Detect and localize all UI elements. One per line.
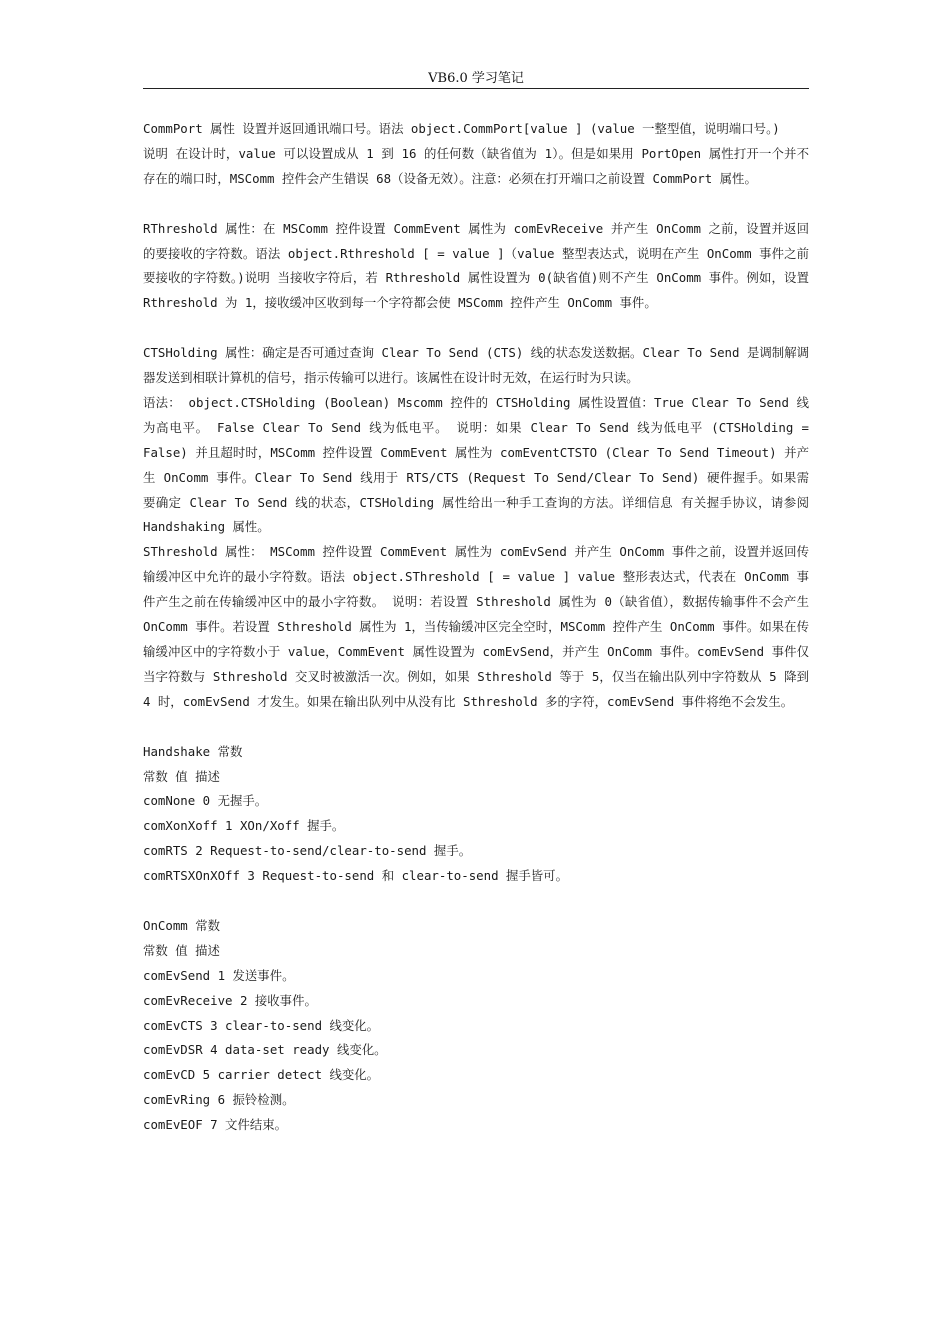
rthreshold-paragraph: RThreshold 属性：在 MSComm 控件设置 CommEvent 属性为 comEvReceive 并产生 OnComm 之前，设置并返回的要接收的字符数。语法 object.Rthreshold [ = value ]（value 整型表达式，说明在产生 OnComm 事件之前要接收的字符数。)说明 当接收字符后，若 Rthreshold 属性设置为 0(缺省值)则不产生 OnComm 事件。例如，设置 Rthreshold 为 1，接收缓冲区收到每一个字符都会使 MSComm 控件产生 OnComm 事件。 [143, 220, 809, 311]
handshake-table-header: 常数 值 描述 [143, 768, 220, 784]
ctsholding-paragraph-1: CTSHolding 属性：确定是否可通过查询 Clear To Send (CTS) 线的状态发送数据。Clear To Send 是调制解调器发送到相联计算机的信号，指示传输可以进行。该属性在设计时无效，在运行时为只读。 [143, 345, 809, 386]
handshake-row: comXonXoff 1 XOn/Xoff 握手。 [143, 818, 345, 834]
oncomm-row: comEvEOF 7 文件结束。 [143, 1117, 288, 1133]
commport-paragraph-2: 说明 在设计时，value 可以设置成从 1 到 16 的任何数（缺省值为 1）。但是如果用 PortOpen 属性打开一个并不存在的端口时，MSComm 控件会产生错误 68（设备无效）。注意：必须在打开端口之前设置 CommPort 属性。 [143, 145, 809, 186]
oncomm-table-header: 常数 值 描述 [143, 942, 220, 958]
blank-line [143, 192, 809, 217]
oncomm-row: comEvCD 5 carrier detect 线变化。 [143, 1067, 380, 1083]
document-body [143, 117, 809, 1138]
page-header-title: VB6.0 学习笔记 [428, 71, 524, 86]
handshake-heading: Handshake 常数 [143, 743, 243, 759]
handshake-row: comNone 0 无握手。 [143, 793, 268, 809]
blank-line [143, 316, 809, 341]
oncomm-heading: OnComm 常数 [143, 917, 220, 933]
oncomm-row: comEvReceive 2 接收事件。 [143, 992, 317, 1008]
handshake-row: comRTSXOnXOff 3 Request-to-send 和 clear-to-send 握手皆可。 [143, 868, 568, 884]
oncomm-row: comEvDSR 4 data-set ready 线变化。 [143, 1042, 387, 1058]
oncomm-row: comEvSend 1 发送事件。 [143, 967, 295, 983]
oncomm-row: comEvCTS 3 clear-to-send 线变化。 [143, 1017, 380, 1033]
header-rule [143, 88, 809, 89]
commport-paragraph-1: CommPort 属性 设置并返回通讯端口号。语法 object.CommPort[value ] (value 一整型值，说明端口号。) [143, 121, 780, 136]
blank-line [143, 715, 809, 740]
ctsholding-paragraph-2: 语法： object.CTSHolding (Boolean) Mscomm 控件的 CTSHolding 属性设置值：True Clear To Send 线为高电平。 False Clear To Send 线为低电平。 说明：如果 Clear To Send 线为低电平 (CTSHolding = False) 并且超时时，MSComm 控件设置 CommEvent 属性为 comEventCTSTO (Clear To Send Timeout) 并产生 OnComm 事件。Clear To Send 线用于 RTS/CTS (Request To Send/Clear To Send) 硬件握手。如果需要确定 Clear To Send 线的状态，CTSHolding 属性给出一种手工查询的方法。详细信息 有关握手协议，请参阅 Handshaking 属性。 [143, 394, 809, 535]
blank-line [143, 889, 809, 914]
handshake-row: comRTS 2 Request-to-send/clear-to-send 握手。 [143, 843, 472, 859]
sthreshold-paragraph: SThreshold 属性： MSComm 控件设置 CommEvent 属性为 comEvSend 并产生 OnComm 事件之前，设置并返回传输缓冲区中允许的最小字符数。语法 object.SThreshold [ = value ] value 整形表达式，代表在 OnComm 事件产生之前在传输缓冲区中的最小字符数。 说明：若设置 Sthreshold 属性为 0（缺省值），数据传输事件不会产生 OnComm 事件。若设置 Sthreshold 属性为 1，当传输缓冲区完全空时，MSComm 控件产生 OnComm 事件。如果在传输缓冲区中的字符数小于 value，CommEvent 属性设置为 comEvSend，并产生 OnComm 事件。comEvSend 事件仅当字符数与 Sthreshold 交叉时被激活一次。例如，如果 Sthreshold 等于 5，仅当在输出队列中字符数从 5 降到 4 时，comEvSend 才发生。如果在输出队列中从没有比 Sthreshold 多的字符，comEvSend 事件将绝不会发生。 [143, 544, 809, 709]
oncomm-row: comEvRing 6 振铃检测。 [143, 1092, 295, 1108]
